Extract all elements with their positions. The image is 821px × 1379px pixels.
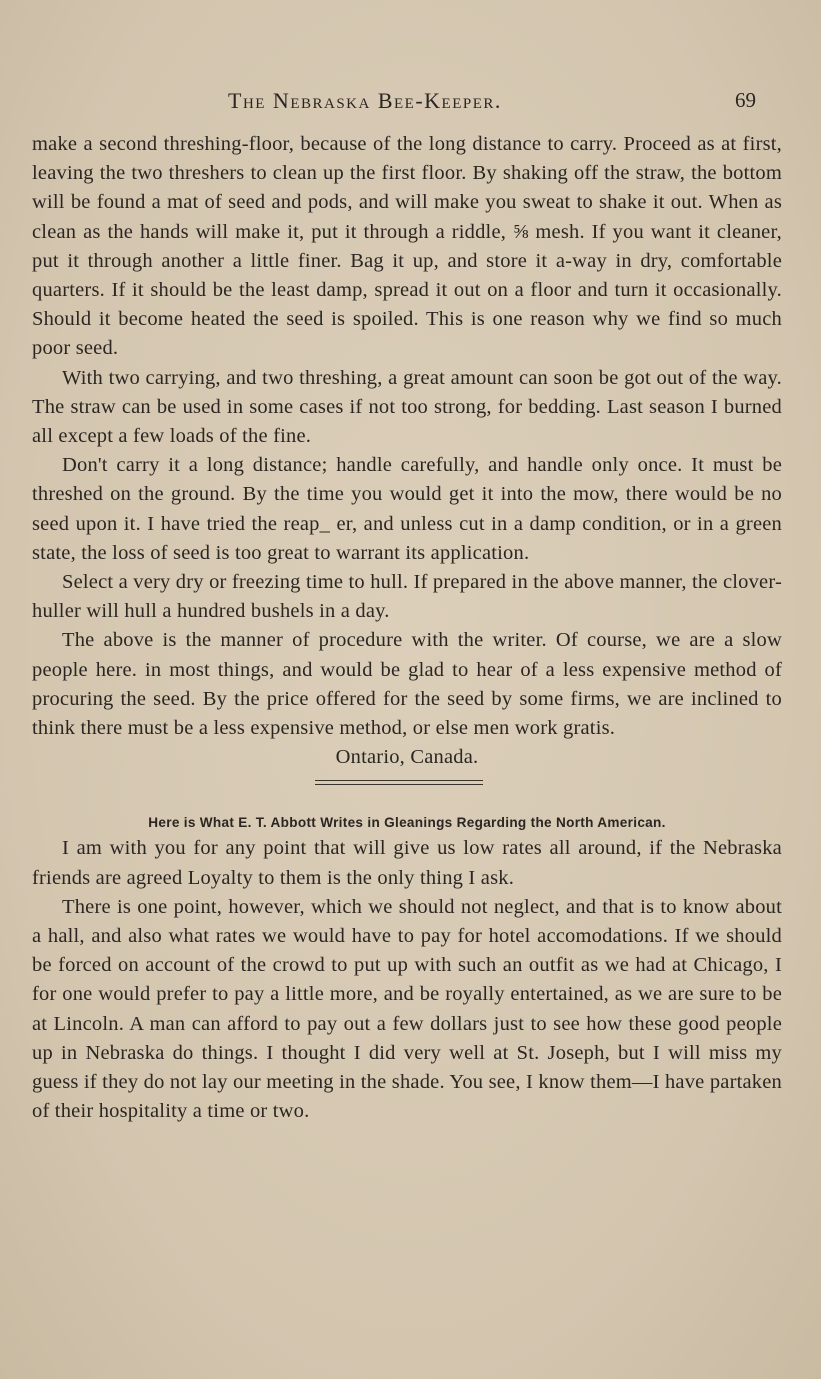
paragraph: I am with you for any point that will give us low rates all around, if the Nebraska friends are agreed Loyalty to them is the only thing I ask.	[32, 837, 782, 889]
author-location: Ontario, Canada.	[335, 746, 479, 769]
paragraph: make a second threshing-floor, because of the long distance to carry. Proceed as at first, leaving the two threshers to clean up the first floor. By shaking off the straw, the bottom will be found a mat of seed and pods, and will make you sweat to shake it out. When as clean as the hands will make it, put it through a riddle, ⅝ mesh. If you want it cleaner, put it through another a little finer. Bag it up, and store it a-way in dry, comfortable quarters. If it should be the least damp, spread it out on a floor and turn it occasionally. Should it become heated the seed is spoiled. This is one reason why we find so much poor seed.	[32, 133, 782, 360]
running-title: The Nebraska Bee-Keeper.	[228, 88, 502, 113]
section-divider	[32, 772, 782, 812]
paragraph: Don't carry it a long distance; handle carefully, and handle only once. It must be threshed on the ground. By the time you would get it into the mow, there would be no seed upon it. I have tried the reap_ er, and unless cut in a damp condition, or in a green state, the loss of seed is too great to warrant its application.	[32, 454, 782, 564]
running-head	[32, 86, 792, 122]
paragraph: With two carrying, and two threshing, a great amount can soon be got out of the way. The straw can be used in some cases if not too strong, for bedding. Last season I burned all except a few loads of the fine.	[32, 366, 782, 448]
section-heading: Here is What E. T. Abbott Writes in Gleanings Regarding the North American.	[148, 815, 666, 831]
page-number: 69	[735, 88, 756, 112]
body-text	[32, 130, 782, 1127]
paragraph: There is one point, however, which we should not neglect, and that is to know about a hall, and also what rates we would have to pay for hotel accomodations. If we should be forced on account of the crowd to put up with such an outfit as we had at Chicago, I for one would prefer to pay a little more, and be royally entertained, as we are sure to be at Lincoln. A man can afford to pay out a few dollars just to see how these good people up in Nebraska do things. I thought I did very well at St. Joseph, but I will miss my guess if they do not lay our meeting in the shade. You see, I know them—I have partaken of their hospitality a time or two.	[32, 895, 782, 1123]
paragraph: The above is the manner of procedure with the writer. Of course, we are a slow people here. in most things, and would be glad to hear of a less expensive method of procuring the seed. By the price offered for the seed by some firms, we are inclined to think there must be a less expensive method, or else men work gratis.	[32, 629, 782, 740]
paragraph: Select a very dry or freezing time to hull. If prepared in the above manner, the clover-huller will hull a hundred bushels in a day.	[32, 571, 782, 623]
